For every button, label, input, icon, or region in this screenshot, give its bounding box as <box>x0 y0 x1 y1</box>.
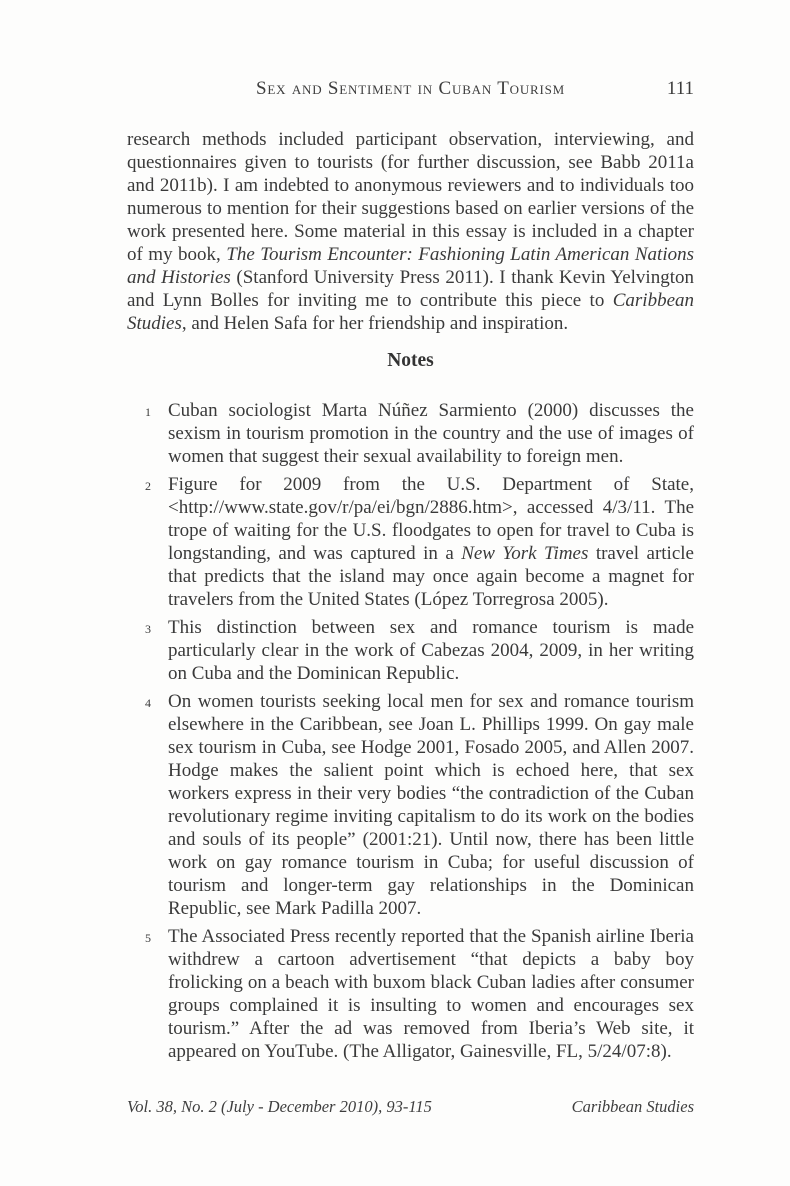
notes-list <box>127 399 694 1068</box>
text-run: On women tourists seeking local men for sex and romance tourism elsewhere in the Caribbean, see Joan L. Phillips 1999. On gay male sex tourism in Cuba, see Hodge 2001, Fosado 2005, and Allen 2007. Hodge makes the salient point which is echoed here, that sex workers express in their very bodies “the contradiction of the Cuban revolutionary regime inviting capitalism to do its work on the bodies and souls of its people” (2001:21). Until now, there has been little work on gay romance tourism in Cuba; for useful discussion of tourism and longer-term gay relationships in the Dominican Republic, see Mark Padilla 2007. <box>168 691 694 919</box>
italic-text-run: The Tourism Encounter: Fashioning Latin American Nations and Histories <box>127 244 694 288</box>
italic-text-run: New York Times <box>461 543 589 564</box>
text-run: This distinction between sex and romance tourism is made particularly clear in the work of Cabezas 2004, 2009, in her writing on Cuba and the Dominican Republic. <box>168 617 694 684</box>
note-item <box>127 690 694 920</box>
note-text <box>168 926 694 1062</box>
note-number: 4 <box>145 696 151 710</box>
footer-journal-name: Caribbean Studies <box>571 1097 694 1116</box>
note-item <box>127 616 694 685</box>
note-number: 1 <box>145 405 151 419</box>
notes-heading: Notes <box>387 350 434 371</box>
text-run: research methods included participant observation, interviewing, and questionnaires given to tourists (for further discussion, see Babb 2011a and 2011b). I am indebted to anonymous reviewers and to individuals too numerous to mention for their suggestions based on earlier versions of the work presented here. Some material in this essay is included in a chapter of my book, <box>127 129 694 265</box>
note-text <box>168 691 694 919</box>
journal-footer <box>127 1097 694 1117</box>
acknowledgments-paragraph <box>127 128 694 335</box>
note-number: 2 <box>145 479 151 493</box>
running-head-title: Sex and Sentiment in Cuban Tourism <box>255 78 566 99</box>
page-number: 111 <box>666 78 694 99</box>
text-run: travel article that predicts that the island may once again become a magnet for travelers from the United States (López Torregrosa 2005). <box>168 543 694 610</box>
note-item <box>127 925 694 1063</box>
text-run: The Associated Press recently reported that the Spanish airline Iberia withdrew a cartoon advertisement “that depicts a baby boy frolicking on a beach with buxom black Cuban ladies after consumer groups complained it is insulting to women and encourages sex tourism.” After the ad was removed from Iberia’s Web site, it appeared on YouTube. (The Alligator, Gainesville, FL, 5/24/07:8). <box>168 926 694 1062</box>
footer-volume-info: Vol. 38, No. 2 (July - December 2010), 93-115 <box>127 1097 432 1116</box>
note-text <box>168 400 694 467</box>
note-item <box>127 399 694 468</box>
note-text <box>168 617 694 684</box>
note-text <box>168 474 694 610</box>
note-item <box>127 473 694 611</box>
text-run: , and Helen Safa for her friendship and inspiration. <box>181 313 569 334</box>
text-run: (Stanford University Press 2011). I thank Kevin Yelvington and Lynn Bolles for inviting me to contribute this piece to <box>127 267 694 311</box>
italic-text-run: Caribbean Studies <box>127 290 694 334</box>
text-run: Cuban sociologist Marta Núñez Sarmiento (2000) discusses the sexism in tourism promotion in the country and the use of images of women that suggest their sexual availability to foreign men. <box>168 400 694 467</box>
text-run: Figure for 2009 from the U.S. Department of State, <http://www.state.gov/r/pa/ei/bgn/2886.htm>, accessed 4/3/11. The trope of waiting for the U.S. floodgates to open for travel to Cuba is longstanding, and was captured in a <box>168 474 694 564</box>
running-head <box>127 78 694 100</box>
note-number: 3 <box>145 622 151 636</box>
note-number: 5 <box>145 931 151 945</box>
